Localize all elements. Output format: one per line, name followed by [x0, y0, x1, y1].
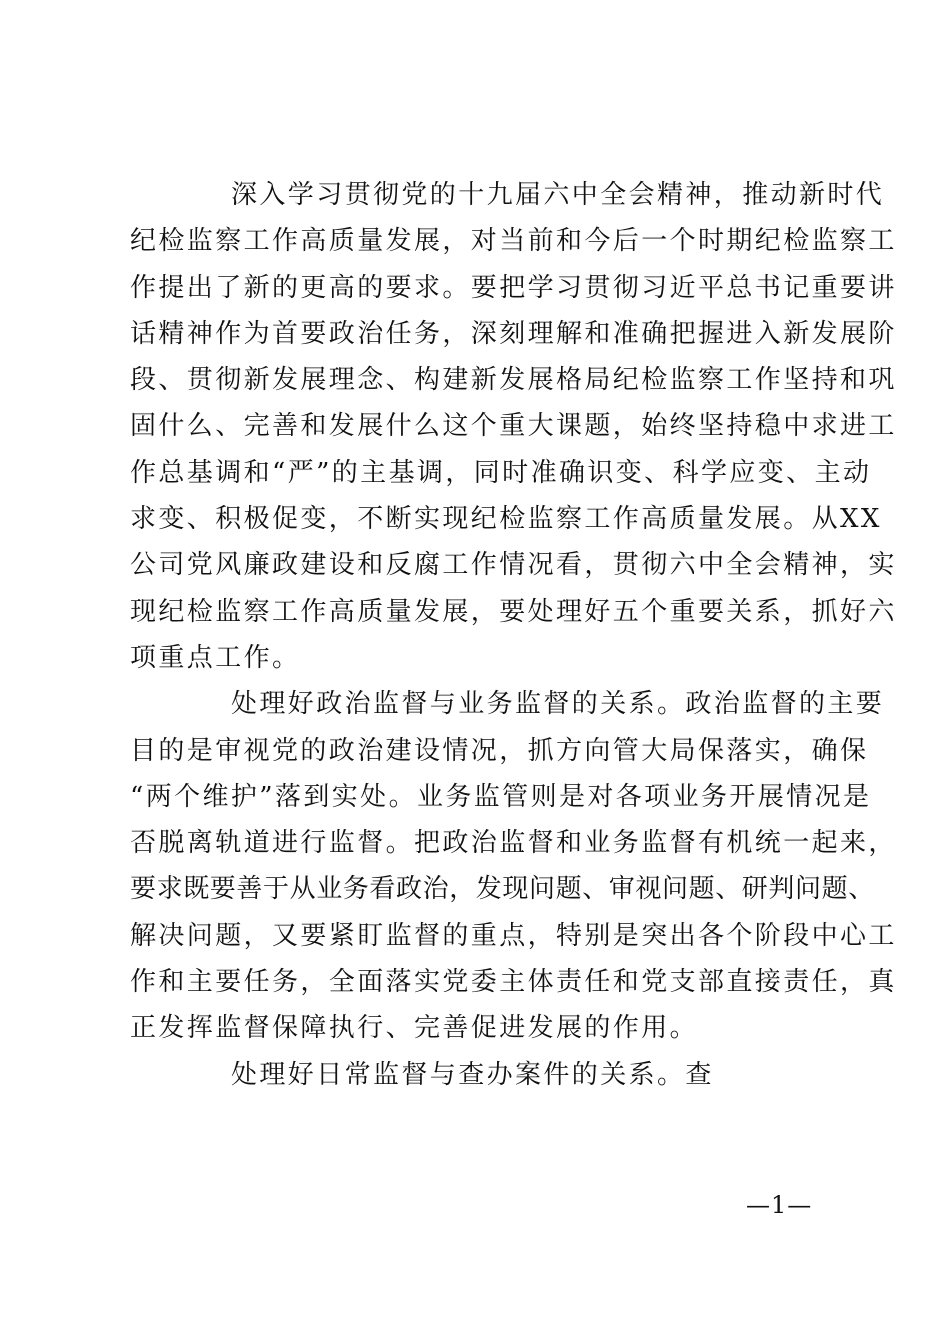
paragraph-3-line-1: 处理好日常监督与查办案件的关系。查: [231, 1059, 714, 1090]
paragraph-1-line-10: 现纪检监察工作高质量发展，要处理好五个重要关系，抓好六: [130, 596, 897, 627]
paragraph-1-line-8: 求变、积极促变，不断实现纪检监察工作高质量发展。从XX: [130, 504, 882, 535]
paragraph-2-line-1: 处理好政治监督与业务监督的关系。政治监督的主要: [231, 689, 885, 720]
paragraph-1-line-9: 公司党风廉政建设和反腐工作情况看，贯彻六中全会精神，实: [130, 550, 897, 581]
paragraph-2-line-7: 作和主要任务，全面落实党委主体责任和党支部直接责任，真: [130, 967, 897, 998]
paragraph-1-line-6: 固什么、完善和发展什么这个重大课题，始终坚持稳中求进工: [130, 411, 897, 442]
paragraph-1-line-4: 话精神作为首要政治任务，深刻理解和准确把握进入新发展阶: [130, 318, 897, 349]
paragraph-2-line-6: 解决问题，又要紧盯监督的重点，特别是突出各个阶段中心工: [130, 920, 897, 951]
paragraph-2-line-4: 否脱离轨道进行监督。把政治监督和业务监督有机统一起来，: [130, 828, 897, 859]
page-number: —1—: [746, 1191, 813, 1219]
paragraph-2-line-5: 要求既要善于从业务看政治，发现问题、审视问题、研判问题、: [130, 874, 875, 905]
paragraph-2-line-2: 目的是审视党的政治建设情况，抓方向管大局保落实，确保: [130, 735, 869, 766]
paragraph-1-line-11: 项重点工作。: [130, 642, 301, 673]
paragraph-1-line-1: 深入学习贯彻党的十九届六中全会精神，推动新时代: [231, 180, 885, 210]
paragraph-1-line-2: 纪检监察工作高质量发展，对当前和今后一个时期纪检监察工: [130, 226, 897, 257]
paragraph-2-line-3: “两个维护”落到实处。业务监管则是对各项业务开展情况是: [130, 781, 872, 812]
paragraph-1-line-3: 作提出了新的更高的要求。要把学习贯彻习近平总书记重要讲: [130, 272, 897, 303]
paragraph-1-line-7: 作总基调和“严”的主基调，同时准确识变、科学应变、主动: [130, 457, 872, 488]
paragraph-2-line-8: 正发挥监督保障执行、完善促进发展的作用。: [130, 1013, 699, 1044]
paragraph-1-line-5: 段、贯彻新发展理念、构建新发展格局纪检监察工作坚持和巩: [130, 365, 897, 396]
body-text: [130, 172, 897, 1098]
